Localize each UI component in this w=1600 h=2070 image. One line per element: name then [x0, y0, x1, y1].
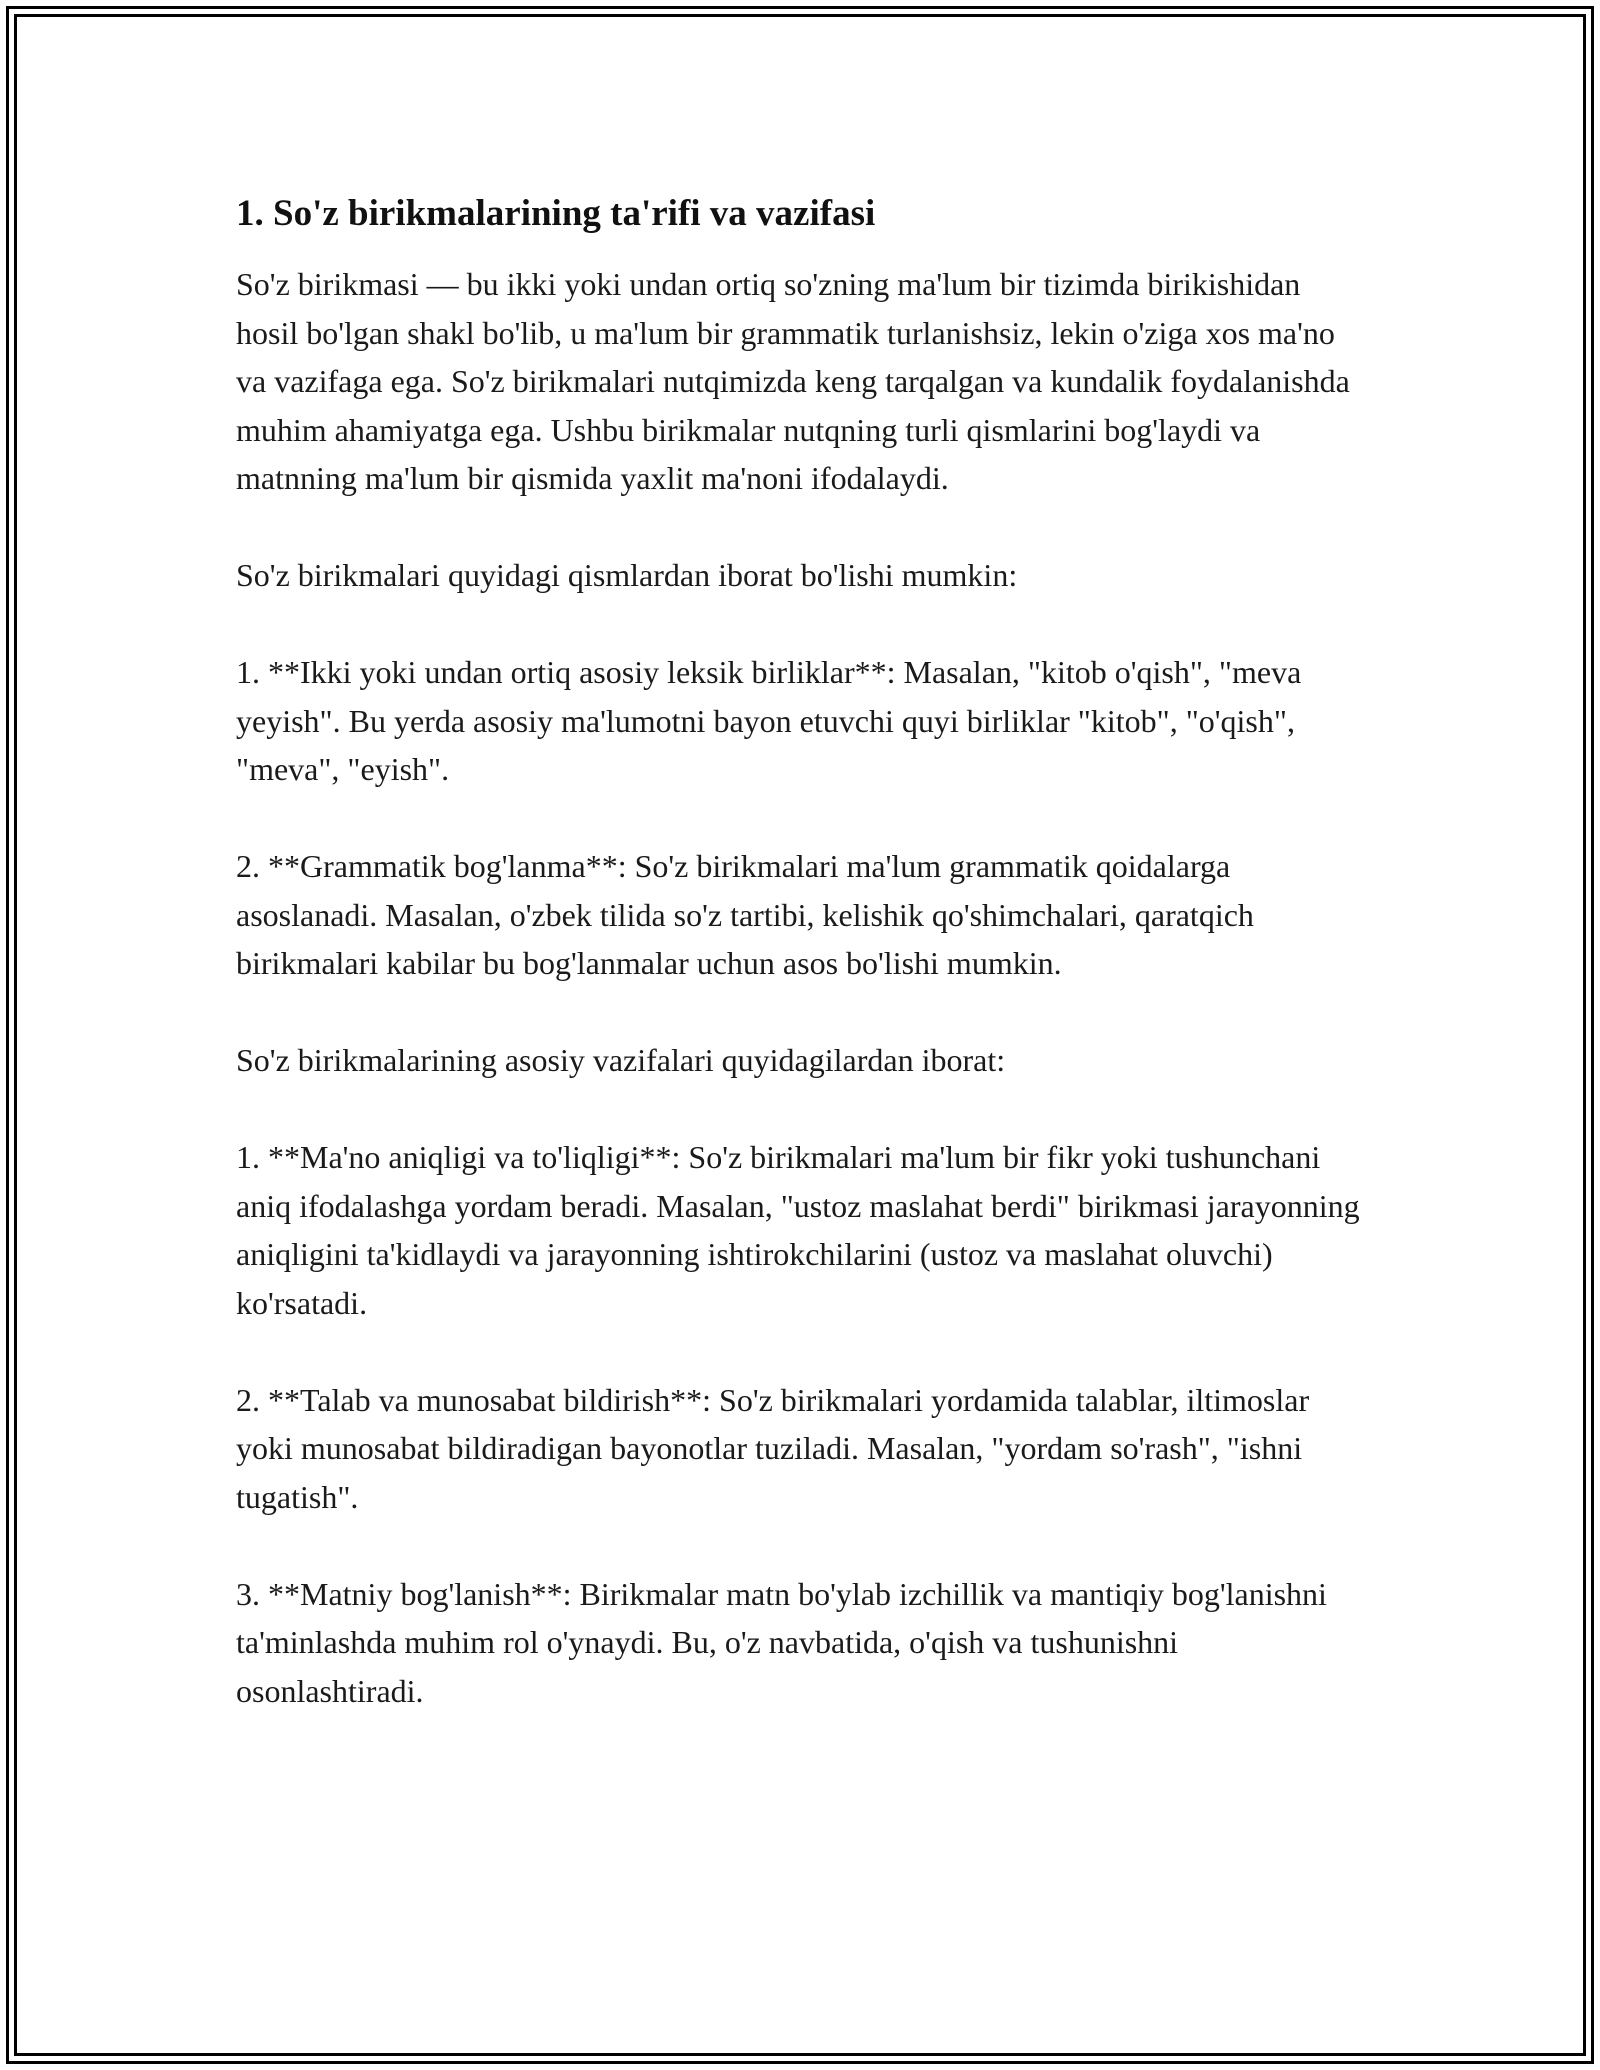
list-item-meaning-precision: 1. **Ma'no aniqligi va to'liqligi**: So'z birikmalari ma'lum bir fikr yoki tushunchani aniq ifodalashga yordam beradi. Masalan, "ustoz maslahat berdi" birikmasi jarayonning aniqligini ta'kidlaydi va jarayonning ishtirokchilarini (ustoz va maslahat oluvchi) ko'rsatadi. [236, 1139, 1360, 1321]
list-item-grammatical-link: 2. **Grammatik bog'lanma**: So'z birikmalari ma'lum grammatik qoidalarga asoslanadi. Masalan, o'zbek tilida so'z tartibi, kelishik qo'shimchalari, qaratqich birikmalari kabilar bu bog'lanmalar uchun asos bo'lishi mumkin. [236, 848, 1254, 981]
paragraph-parts-intro: So'z birikmalari quyidagi qismlardan iborat bo'lishi mumkin: [236, 557, 1018, 593]
list-item-lexical-units: 1. **Ikki yoki undan ortiq asosiy leksik birliklar**: Masalan, "kitob o'qish", "meva yeyish". Bu yerda asosiy ma'lumotni bayon etuvchi quyi birliklar "kitob", "o'qish", "meva", "eyish". [236, 654, 1302, 787]
section-heading: 1. So'z birikmalarining ta'rifi va vazifasi [236, 193, 876, 234]
paragraph-definition: So'z birikmasi — bu ikki yoki undan ortiq so'zning ma'lum bir tizimda birikishidan hosil bo'lgan shakl bo'lib, u ma'lum bir grammatik turlanishsiz, lekin o'ziga xos ma'no va vazifaga ega. So'z birikmalari nutqimizda keng tarqalgan va kundalik foydalanishda muhim ahamiyatga ega. Ushbu birikmalar nutqning turli qismlarini bog'laydi va matnning ma'lum bir qismida yaxlit ma'noni ifodalaydi. [236, 266, 1350, 496]
list-item-request-attitude: 2. **Talab va munosabat bildirish**: So'z birikmalari yordamida talablar, iltimoslar yoki munosabat bildiradigan bayonotlar tuziladi. Masalan, "yordam so'rash", "ishni tugatish". [236, 1381, 1310, 1515]
document-body [236, 190, 1366, 1715]
list-item-textual-cohesion: 3. **Matniy bog'lanish**: Birikmalar matn bo'ylab izchillik va mantiqiy bog'lanishni ta'minlashda muhim rol o'ynaydi. Bu, o'z navbatida, o'qish va tushunishni osonlashtiradi. [236, 1575, 1327, 1709]
paragraph-functions-intro: So'z birikmalarining asosiy vazifalari quyidagilardan iborat: [236, 1042, 1006, 1078]
